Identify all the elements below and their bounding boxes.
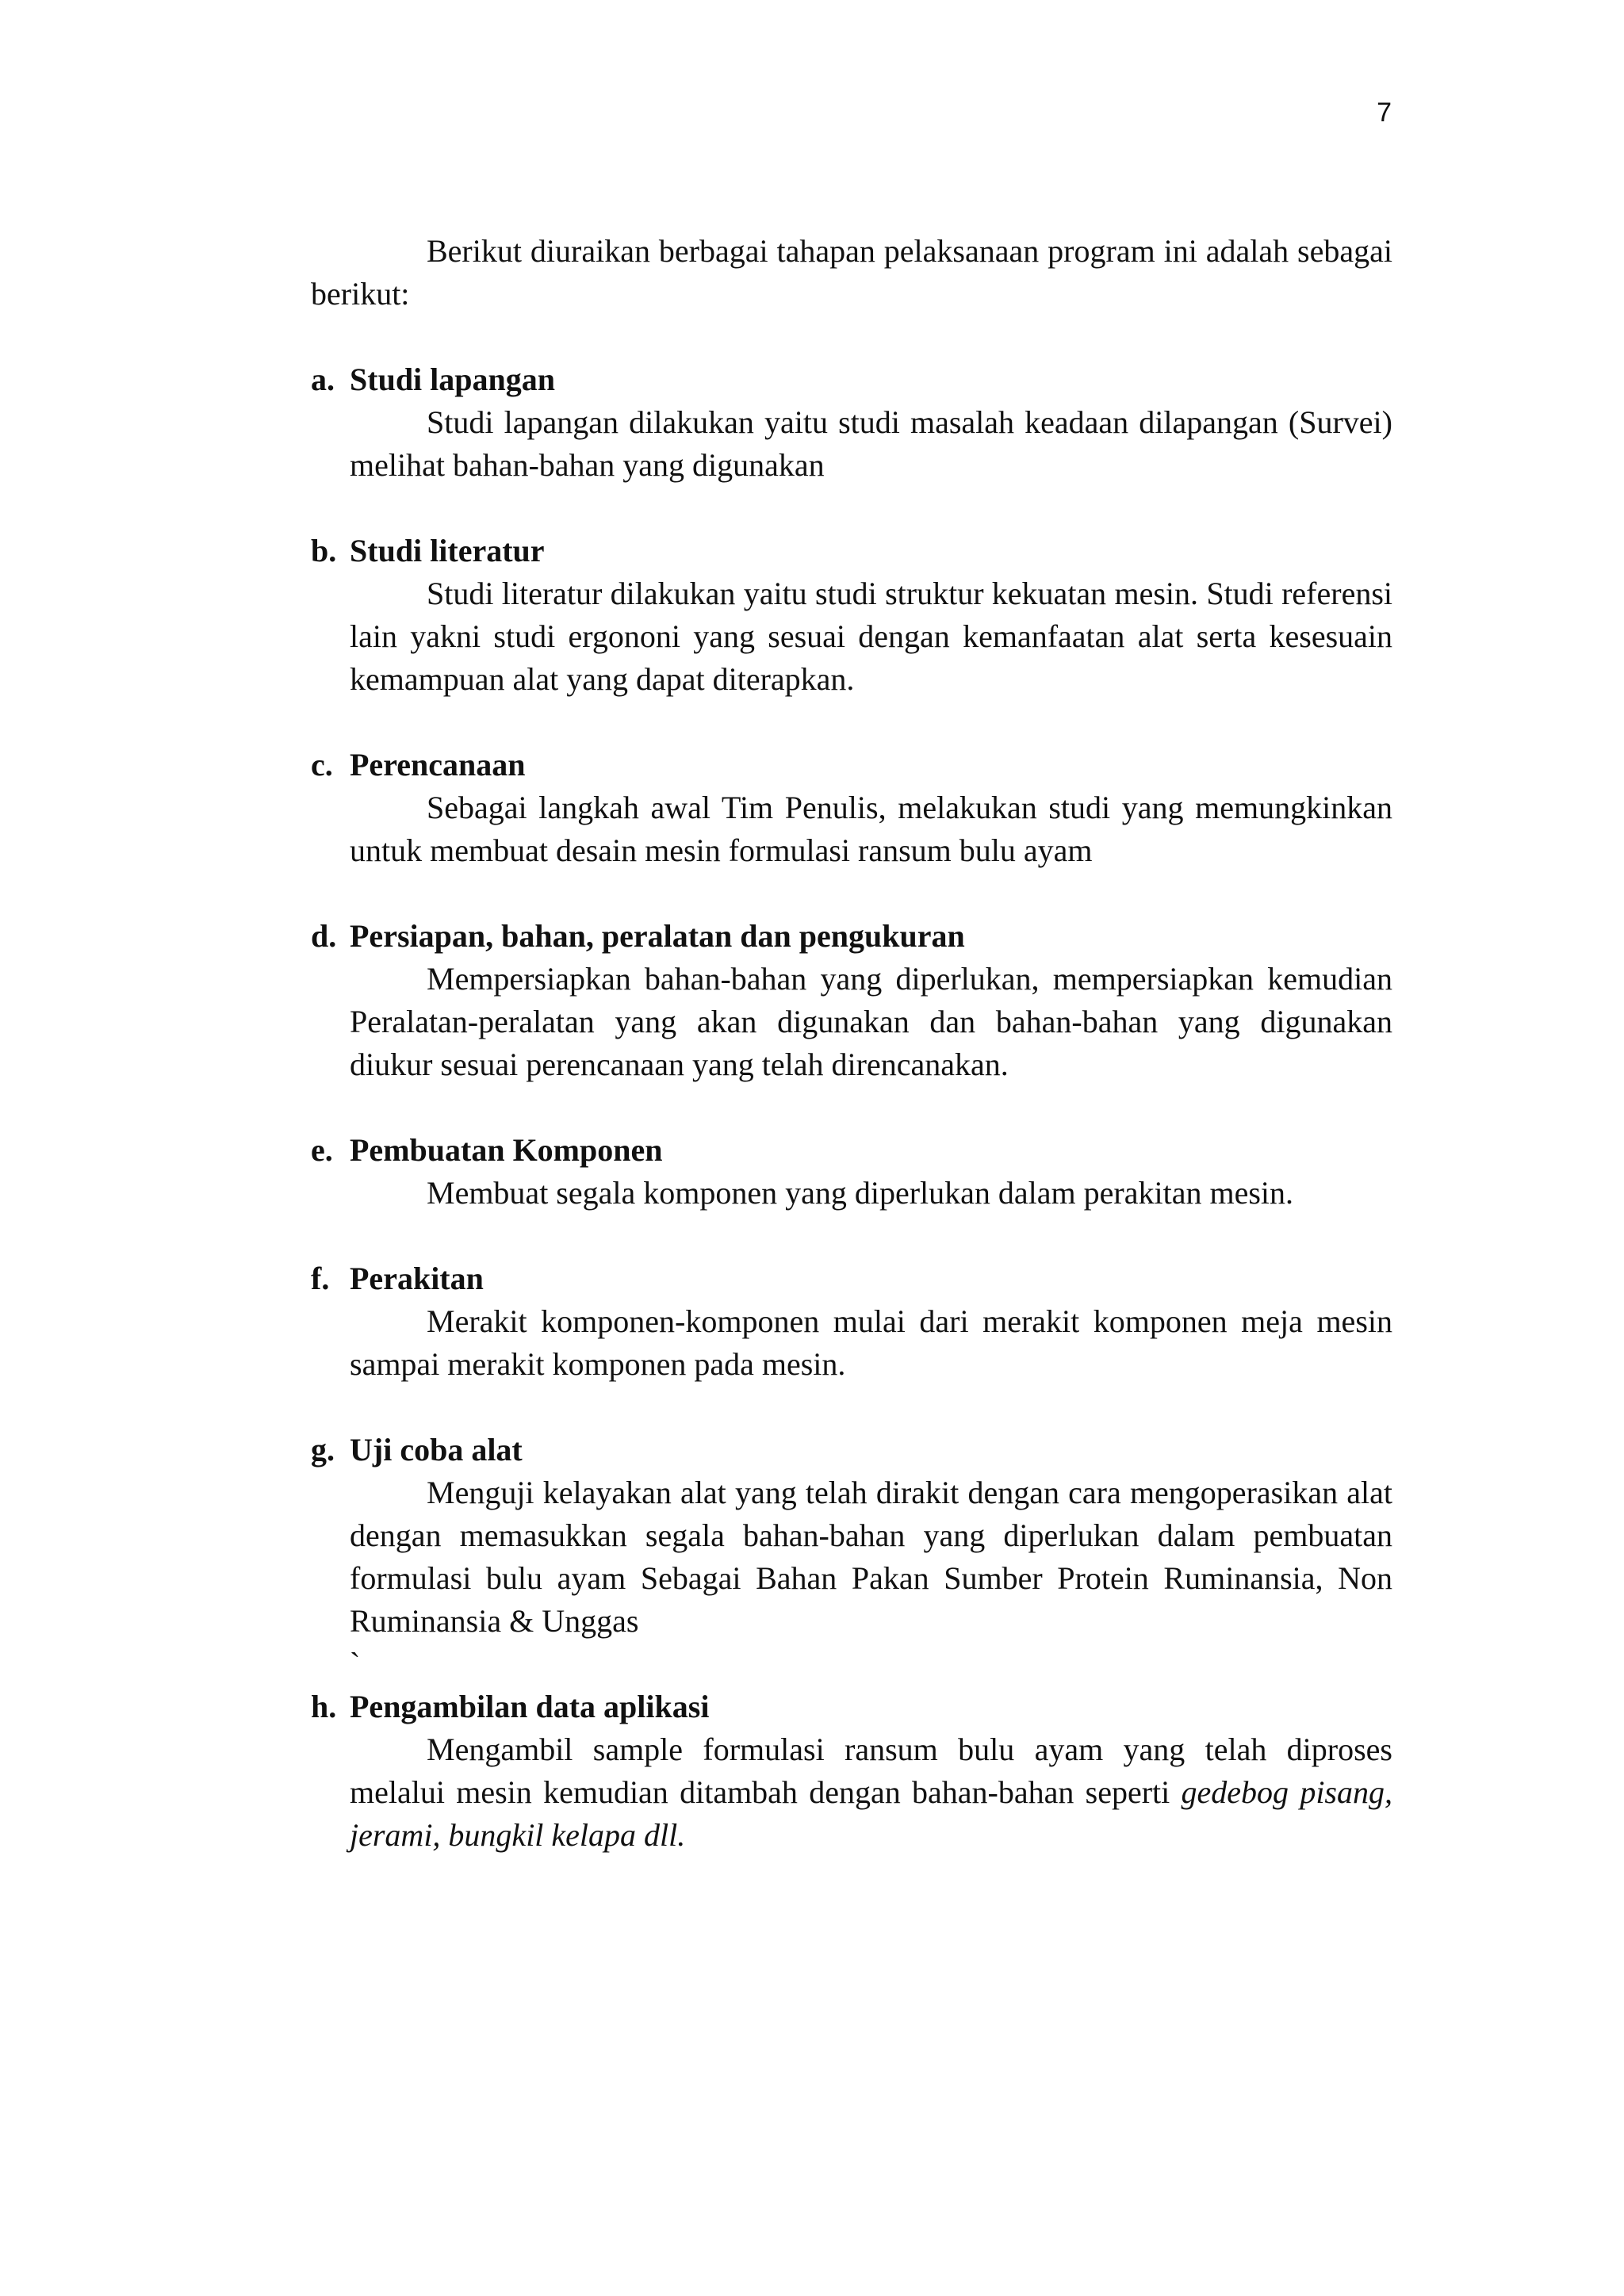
section-heading [311,358,1392,401]
section-body: Membuat segala komponen yang diperlukan dalam perakitan mesin. [427,1175,1294,1211]
document-body [311,230,1392,1857]
section-marker: b. [311,533,337,568]
section-marker: a. [311,362,335,397]
section-title: Uji coba alat [350,1432,523,1468]
section-title: Pengambilan data aplikasi [350,1689,710,1724]
section-heading [311,1257,1392,1300]
section-title: Perakitan [350,1261,484,1296]
section-title: Pembuatan Komponen [350,1132,663,1168]
section-heading [311,744,1392,786]
section-heading [311,530,1392,572]
section-body: Studi literatur dilakukan yaitu studi struktur kekuatan mesin. Studi referensi lain yakni studi ergononi yang sesuai dengan kemanfaatan alat serta kesesuain kemampuan alat yang dapat diterapkan. [350,576,1392,697]
section-d [311,915,1392,1086]
section-body: Merakit komponen-komponen mulai dari merakit komponen meja mesin sampai merakit komponen pada mesin. [350,1303,1392,1382]
section-a [311,358,1392,487]
section-title: Studi lapangan [350,362,556,397]
section-heading [311,1429,1392,1471]
section-marker: g. [311,1432,335,1468]
section-marker: e. [311,1132,333,1168]
section-body: Menguji kelayakan alat yang telah dirakit dengan cara mengoperasikan alat dengan memasukkan segala bahan-bahan yang diperlukan dalam pembuatan formulasi bulu ayam Sebagai Bahan Pakan Sumber Protein Ruminansia, Non Ruminansia & Unggas [350,1475,1392,1639]
section-body [311,1728,1392,1857]
section-body-italic: gedebog pisang, jerami, bungkil kelapa dll. [350,1774,1392,1853]
section-b [311,530,1392,701]
section-marker: d. [311,918,337,954]
intro-paragraph: Berikut diuraikan berbagai tahapan pelaksanaan program ini adalah sebagai berikut: [311,233,1392,312]
section-title: Persiapan, bahan, peralatan dan pengukuran [350,918,965,954]
section-heading [311,1129,1392,1172]
section-body: Mempersiapkan bahan-bahan yang diperlukan, mempersiapkan kemudian Peralatan-peralatan yang akan digunakan dan bahan-bahan yang digunakan diukur sesuai perencanaan yang telah direncanakan. [350,961,1392,1082]
section-title: Studi literatur [350,533,545,568]
section-body-text: Mengambil sample formulasi ransum bulu ayam yang telah diproses melalui mesin kemudian ditambah dengan bahan-bahan seperti [350,1732,1392,1810]
section-heading [311,1686,1392,1728]
section-body: Sebagai langkah awal Tim Penulis, melakukan studi yang memungkinkan untuk membuat desain mesin formulasi ransum bulu ayam [350,790,1392,868]
section-marker: c. [311,747,333,783]
section-heading [311,915,1392,958]
section-marker: h. [311,1689,337,1724]
section-e [311,1129,1392,1215]
section-f [311,1257,1392,1386]
section-title: Perencanaan [350,747,526,783]
section-c [311,744,1392,872]
section-marker: f. [311,1261,330,1296]
stray-mark: ` [350,1646,361,1682]
section-g [311,1429,1392,1686]
page-number: 7 [1377,98,1392,128]
section-body: Studi lapangan dilakukan yaitu studi masalah keadaan dilapangan (Survei) melihat bahan-bahan yang digunakan [350,404,1392,483]
section-h [311,1686,1392,1857]
